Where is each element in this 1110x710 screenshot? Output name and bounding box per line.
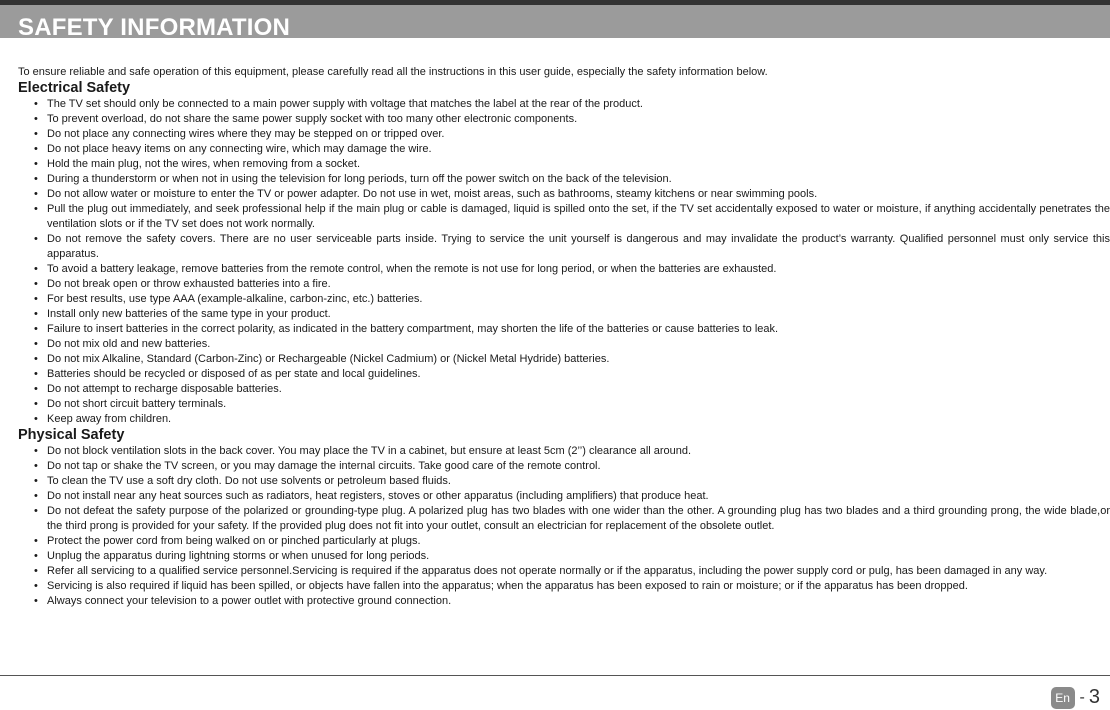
page-content xyxy=(18,65,1110,609)
bullet-item: • Do not tap or shake the TV screen, or you may damage the internal circuits. Take good care of the remote control. xyxy=(18,459,1110,474)
bullet-item: • Pull the plug out immediately, and seek professional help if the main plug or cable is damaged, liquid is spilled onto the set, if the TV set accidentally exposed to water or moisture, if anything accidentally penetrates the ventilation slots or if the TV set does not work normally. xyxy=(18,202,1110,232)
page-number: 3 xyxy=(1088,686,1100,708)
bullet-item: • During a thunderstorm or when not in using the television for long periods, turn off the power switch on the back of the television. xyxy=(18,172,1110,187)
bullet-item: • Do not attempt to recharge disposable batteries. xyxy=(18,382,1110,397)
bullet-item: • Do not allow water or moisture to enter the TV or power adapter. Do not use in wet, moist areas, such as bathrooms, steamy kitchens or near swimming pools. xyxy=(18,187,1110,202)
section-heading: Electrical Safety xyxy=(18,80,131,96)
bullet-item: • Do not short circuit battery terminals. xyxy=(18,397,1110,412)
bullet-item: • Hold the main plug, not the wires, when removing from a socket. xyxy=(18,157,1110,172)
page-title: SAFETY INFORMATION xyxy=(18,14,291,38)
safety-sections xyxy=(18,80,1110,609)
page-footer xyxy=(1051,686,1100,709)
header-band xyxy=(0,5,1110,38)
bullet-item: • Do not place any connecting wires where they may be stepped on or tripped over. xyxy=(18,127,1110,142)
bullet-item: • Keep away from children. xyxy=(18,412,1110,427)
section-heading: Physical Safety xyxy=(18,427,125,443)
page-separator: - xyxy=(1079,688,1085,706)
bullet-item: • Do not block ventilation slots in the back cover. You may place the TV in a cabinet, but ensure at least 5cm (2’’) clearance all around. xyxy=(18,444,1110,459)
bullet-item: • The TV set should only be connected to a main power supply with voltage that matches the label at the rear of the product. xyxy=(18,97,1110,112)
footer-rule xyxy=(0,675,1110,676)
bullet-item: • Batteries should be recycled or disposed of as per state and local guidelines. xyxy=(18,367,1110,382)
bullet-item: • Do not remove the safety covers. There are no user serviceable parts inside. Trying to service the unit yourself is dangerous and may invalidate the product’s warranty. Qualified personnel must only service this apparatus. xyxy=(18,232,1110,262)
intro-paragraph: To ensure reliable and safe operation of this equipment, please carefully read all the instructions in this user guide, especially the safety information below. xyxy=(18,66,768,78)
bullet-item: • Do not defeat the safety purpose of the polarized or grounding-type plug. A polarized plug has two blades with one wider than the other. A grounding plug has two blades and a third grounding prong, the wide blade,or the third prong is provided for your safety. If the provided plug does not fit into your outlet, consult an electrician for replacement of the obsolete outlet. xyxy=(18,504,1110,534)
bullet-item: • To prevent overload, do not share the same power supply socket with too many other electronic components. xyxy=(18,112,1110,127)
bullet-item: • Refer all servicing to a qualified service personnel.Servicing is required if the apparatus does not operate normally or if the apparatus, including the power supply cord or pulg, has been damaged in any way. xyxy=(18,564,1110,579)
bullet-item: • Install only new batteries of the same type in your product. xyxy=(18,307,1110,322)
bullet-item: • Do not break open or throw exhausted batteries into a fire. xyxy=(18,277,1110,292)
bullet-list xyxy=(18,97,1110,427)
bullet-item: • For best results, use type AAA (example-alkaline, carbon-zinc, etc.) batteries. xyxy=(18,292,1110,307)
bullet-item: • Do not install near any heat sources such as radiators, heat registers, stoves or other apparatus (including amplifiers) that produce heat. xyxy=(18,489,1110,504)
language-badge: En xyxy=(1051,687,1075,709)
bullet-item: • Always connect your television to a power outlet with protective ground connection. xyxy=(18,594,1110,609)
bullet-list xyxy=(18,444,1110,609)
bullet-item: • Do not mix Alkaline, Standard (Carbon-Zinc) or Rechargeable (Nickel Cadmium) or (Nickel Metal Hydride) batteries. xyxy=(18,352,1110,367)
bullet-item: • Do not place heavy items on any connecting wire, which may damage the wire. xyxy=(18,142,1110,157)
bullet-item: • Failure to insert batteries in the correct polarity, as indicated in the battery compartment, may shorten the life of the batteries or cause batteries to leak. xyxy=(18,322,1110,337)
bullet-item: • Unplug the apparatus during lightning storms or when unused for long periods. xyxy=(18,549,1110,564)
bullet-item: • To avoid a battery leakage, remove batteries from the remote control, when the remote is not use for long period, or when the batteries are exhausted. xyxy=(18,262,1110,277)
bullet-item: • Protect the power cord from being walked on or pinched particularly at plugs. xyxy=(18,534,1110,549)
bullet-item: • Servicing is also required if liquid has been spilled, or objects have fallen into the apparatus; when the apparatus has been exposed to rain or moisture; or if the apparatus has been dropped. xyxy=(18,579,1110,594)
bullet-item: • To clean the TV use a soft dry cloth. Do not use solvents or petroleum based fluids. xyxy=(18,474,1110,489)
bullet-item: • Do not mix old and new batteries. xyxy=(18,337,1110,352)
